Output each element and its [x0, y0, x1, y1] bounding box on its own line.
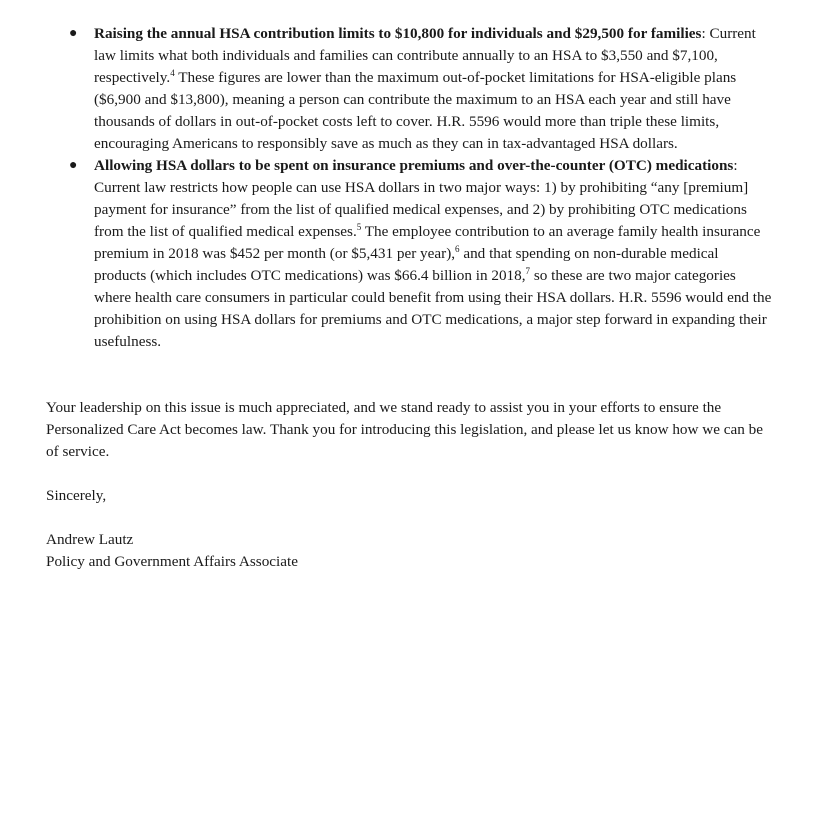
bullet-text: These figures are lower than the maximum out-of-pocket limitations for HSA-eligible plans ($6,900 and $13,800), meaning a person can contribute the maximum to an HSA each year and still have thousands of dollars in out-of-pocket costs left to cover. H.R. 5596 would more than triple these limits, encouraging Americans to responsibly save as much as they can in tax-advantaged HSA dollars.: [94, 69, 737, 152]
bullet-item-contribution-limits: [69, 23, 774, 155]
bullet-text: and that spending on non-durable medical products (which includes OTC medications) was $66.4 billion in 2018,: [94, 245, 719, 284]
signature-title: Policy and Government Affairs Associate: [46, 553, 298, 570]
signature-name: Andrew Lautz: [46, 531, 134, 548]
salutation: Sincerely,: [46, 487, 107, 504]
bullet-text: The employee contribution to an average family health insurance premium in 2018 was $452 per month (or $5,431 per year),: [94, 223, 761, 262]
bullet-list: [69, 23, 774, 353]
footnote-marker: 5: [356, 222, 362, 232]
bullet-text: : Current law restricts how people can use HSA dollars in two major ways: 1) by prohibiting “any [premium] payment for insurance” from the list of qualified medical expenses, and 2) by prohibiting OTC medications from the list of qualified medical expenses.: [94, 157, 749, 240]
bullet-dot-icon: ●: [69, 158, 78, 173]
bullet-dot-icon: ●: [69, 26, 78, 41]
bullet-item-premiums-otc: [69, 155, 774, 353]
signature-block: [46, 529, 776, 573]
bullet-text: : Current law limits what both individuals and families can contribute annually to an HSA to $3,550 and $7,100, respectively.: [94, 25, 756, 86]
footnote-marker: 7: [525, 266, 531, 276]
bullet-lead: Raising the annual HSA contribution limits to $10,800 for individuals and $29,500 for families: [94, 25, 702, 42]
footnote-marker: 6: [455, 244, 460, 254]
bullet-lead: Allowing HSA dollars to be spent on insurance premiums and over-the-counter (OTC) medications: [94, 157, 734, 174]
closing-paragraph: Your leadership on this issue is much appreciated, and we stand ready to assist you in your efforts to ensure the Personalized Care Act becomes law. Thank you for introducing this legislation, and please let us know how we can be of service.: [46, 399, 763, 460]
footnote-marker: 4: [170, 68, 175, 78]
bullet-text: so these are two major categories where health care consumers in particular could benefit from using their HSA dollars. H.R. 5596 would end the prohibition on using HSA dollars for premiums and OTC medications, a major step forward in expanding their usefulness.: [94, 267, 772, 350]
